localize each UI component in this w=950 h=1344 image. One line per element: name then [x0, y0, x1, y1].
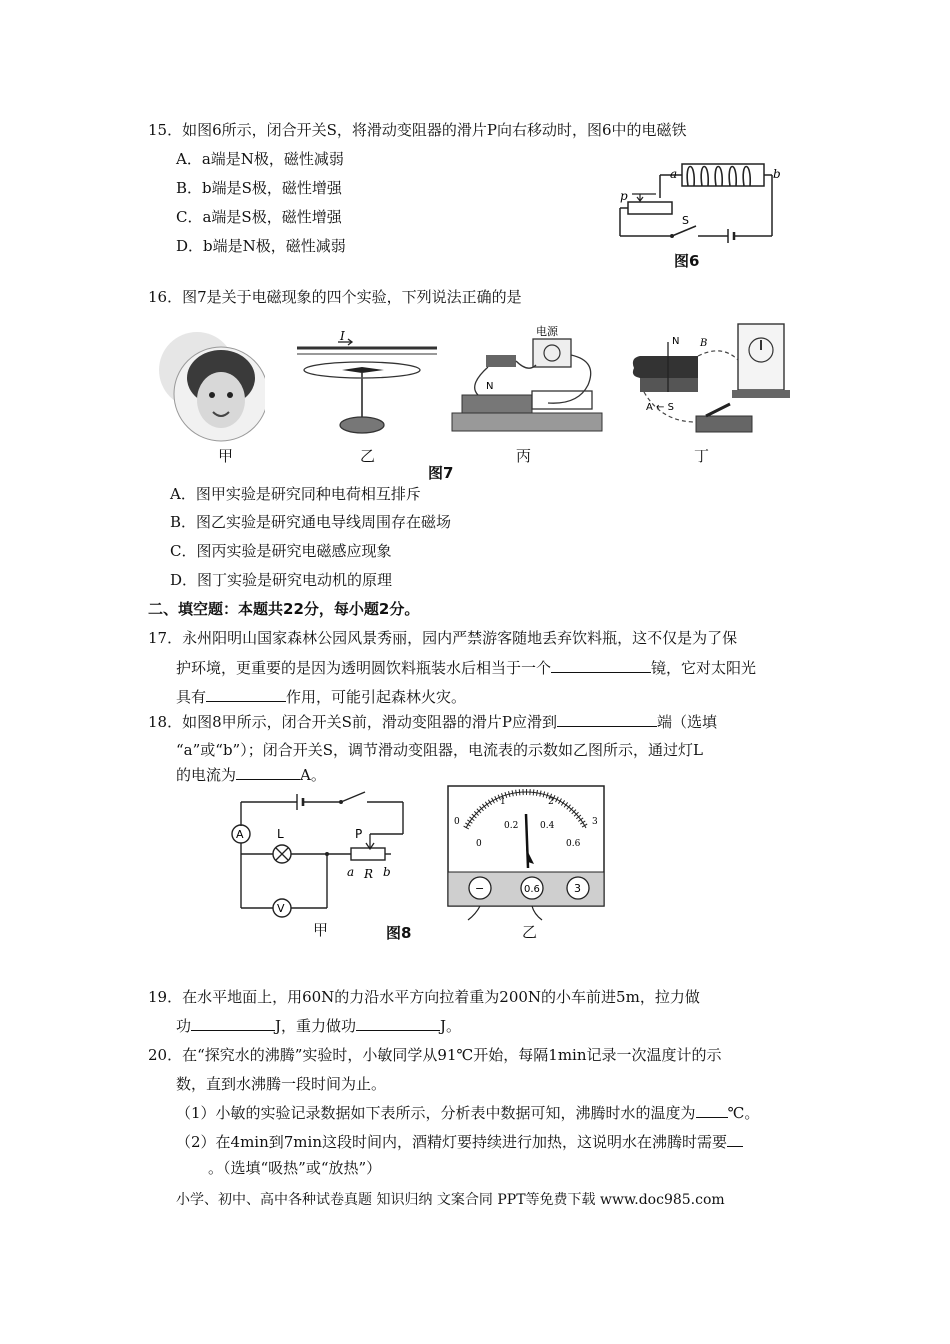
meter-top-1: 1 — [500, 797, 506, 807]
fig6-label-s: S — [682, 214, 689, 227]
q18-line3 — [176, 765, 326, 785]
meter-terminal-3: 3 — [574, 882, 581, 895]
q20-sub1-text-a: （1）小敏的实验记录数据如下表所示，分析表中数据可知，沸腾时水的温度为 — [176, 1104, 696, 1122]
fig8-a-label: a — [347, 865, 355, 879]
q18-line3-text-a: 的电流为 — [176, 766, 237, 784]
q15-stem: 15．如图6所示，闭合开关S，将滑动变阻器的滑片P向右移动时，图6中的电磁铁 — [148, 121, 687, 139]
q16-option-c: C．图丙实验是研究电磁感应现象 — [170, 542, 392, 560]
q18-line1 — [148, 712, 717, 732]
meter-terminal-neg: − — [475, 882, 485, 895]
q16-option-d: D．图丁实验是研究电动机的原理 — [170, 571, 393, 589]
q19-answer-blank-2[interactable] — [356, 1016, 440, 1031]
meter-bottom-0: 0 — [476, 839, 482, 849]
q17-line1: 17．永州阳明山国家森林公园风景秀丽，园内严禁游客随地丢弃饮料瓶，这不仅是为了保 — [148, 629, 738, 647]
fig8-p-label: P — [355, 827, 363, 841]
fig7-power-label: 电源 — [536, 325, 558, 338]
fig8-r-label: R — [364, 867, 374, 881]
q19-answer-blank-1[interactable] — [191, 1016, 275, 1031]
q19-line2-text-b: J，重力做功 — [275, 1017, 357, 1035]
fig8-lamp-label: L — [277, 827, 284, 841]
fig7-label-ding: 丁 — [694, 447, 710, 465]
q19-line2-text-a: 功 — [176, 1017, 192, 1035]
q15-option-a: A．a端是N极，磁性减弱 — [176, 150, 344, 168]
meter-bottom-04: 0.4 — [540, 821, 555, 831]
q18-answer-blank-1[interactable] — [557, 712, 657, 727]
fig6-label-p: p — [620, 189, 628, 203]
q17-line3 — [176, 687, 466, 707]
q20-sub2 — [176, 1132, 743, 1152]
fig7-current-label: I — [340, 330, 345, 343]
figure-8-ammeter-yi — [446, 784, 610, 924]
fig7-as-label: A ← S — [646, 402, 674, 413]
q20-sub2-text-a: （2）在4min到7min这段时间内，酒精灯要持续进行加热，这说明水在沸腾时需要 — [176, 1133, 727, 1151]
footer-download-notice: 小学、初中、高中各种试卷真题 知识归纳 文案合同 PPT等免费下载 www.doc985.com — [176, 1192, 725, 1208]
q20-sub2-continued: 。（选填“吸热”或“放热”） — [208, 1159, 382, 1177]
figure-7-wire-compass-yi — [292, 330, 442, 440]
q19-line2 — [176, 1016, 461, 1036]
q20-answer-blank-1[interactable] — [696, 1103, 728, 1118]
q17-line2 — [176, 658, 756, 678]
q16-stem: 16．图7是关于电磁现象的四个实验，下列说法正确的是 — [148, 288, 522, 306]
meter-bottom-06: 0.6 — [566, 839, 581, 849]
figure-8-circuit-jia — [225, 788, 415, 918]
q18-line3-text-b: A。 — [300, 766, 326, 784]
fig8-label-yi: 乙 — [522, 923, 538, 941]
q16-option-a: A．图甲实验是研究同种电荷相互排斥 — [170, 485, 421, 503]
q20-answer-blank-2[interactable] — [727, 1132, 743, 1147]
q17-line2-text-b: 镜，它对太阳光 — [651, 659, 757, 677]
meter-top-2: 2 — [548, 797, 554, 807]
fig7-label-yi: 乙 — [360, 447, 376, 465]
q18-line1-text-a: 18．如图8甲所示，闭合开关S前，滑动变阻器的滑片P应滑到 — [148, 713, 558, 731]
meter-top-0: 0 — [454, 817, 460, 827]
q19-line1: 19．在水平地面上，用60N的力沿水平方向拉着重为200N的小车前进5m，拉力做 — [148, 988, 700, 1006]
section-heading-fill-in: 二、填空题：本题共22分，每小题2分。 — [148, 600, 420, 618]
q20-sub1 — [176, 1103, 759, 1123]
figure-6-electromagnet-circuit — [610, 150, 790, 250]
q20-line1: 20．在“探究水的沸腾”实验时，小敏同学从91℃开始，每隔1min记录一次温度计的示 — [148, 1046, 722, 1064]
q15-option-c: C．a端是S极，磁性增强 — [176, 208, 342, 226]
q20-sub1-text-b: ℃。 — [727, 1104, 760, 1122]
meter-terminal-06: 0.6 — [524, 884, 540, 895]
meter-bottom-02: 0.2 — [504, 821, 519, 831]
fig7-b-label: B — [700, 338, 708, 349]
q17-line3-text-b: 作用，可能引起森林火灾。 — [286, 688, 467, 706]
fig8-label-jia: 甲 — [313, 921, 329, 939]
figure-8-caption: 图8 — [386, 924, 412, 942]
fig8-ammeter-label: A — [236, 828, 244, 841]
q15-option-b: B．b端是S极，磁性增强 — [176, 179, 342, 197]
q20-line2: 数，直到水沸腾一段时间为止。 — [176, 1075, 387, 1093]
q18-line2: “a”或“b”）；闭合开关S，调节滑动变阻器，电流表的示数如乙图所示，通过灯L — [176, 741, 703, 759]
fig6-label-a: a — [670, 167, 678, 181]
figure-7-generator-bing — [448, 325, 618, 440]
fig8-b-label: b — [383, 865, 391, 879]
q18-answer-blank-2[interactable] — [236, 765, 300, 780]
meter-top-3: 3 — [592, 817, 598, 827]
q16-option-b: B．图乙实验是研究通电导线周围存在磁场 — [170, 513, 452, 531]
q15-option-d: D．b端是N极，磁性减弱 — [176, 237, 346, 255]
q19-line2-text-c: J。 — [440, 1017, 462, 1035]
fig7-label-jia: 甲 — [218, 447, 234, 465]
figure-7-induction-ding — [626, 320, 796, 440]
q17-answer-blank-2[interactable] — [206, 687, 286, 702]
q17-answer-blank-1[interactable] — [551, 658, 651, 673]
q17-line2-text-a: 护环境，更重要的是因为透明圆饮料瓶装水后相当于一个 — [176, 659, 552, 677]
fig6-label-b: b — [773, 167, 781, 181]
q18-line1-text-b: 端（选填 — [657, 713, 718, 731]
figure-7-photo-jia — [155, 328, 265, 443]
figure-6-caption: 图6 — [674, 252, 700, 270]
q17-line3-text-a: 具有 — [176, 688, 207, 706]
fig7-label-bing: 丙 — [516, 447, 532, 465]
fig8-voltmeter-label: V — [277, 902, 285, 915]
fig7-n-label-ding: N — [672, 336, 680, 347]
fig7-n-label-bing: N — [486, 381, 494, 392]
figure-7-caption: 图7 — [428, 464, 454, 482]
